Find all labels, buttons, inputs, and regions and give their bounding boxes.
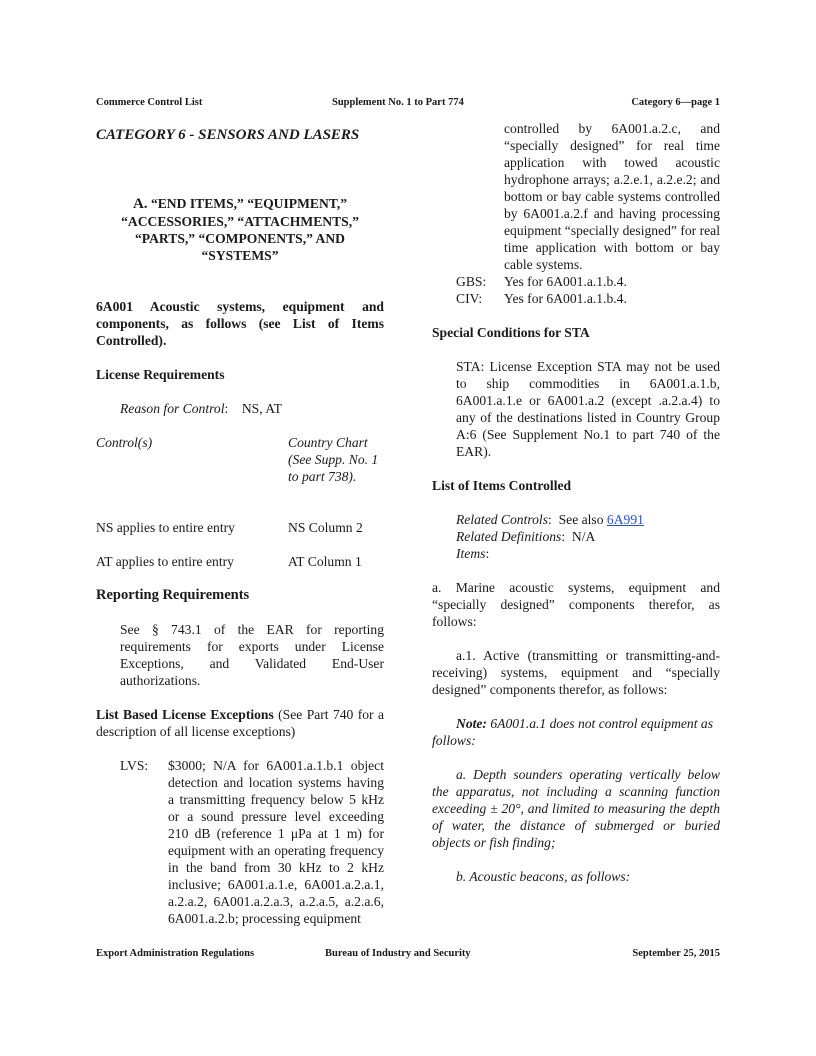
reporting-text: See § 743.1 of the EAR for reporting requirements for exports under License Exceptions, and Validated End-User authorizations. — [120, 622, 384, 688]
lvs-continued-text: controlled by 6A001.a.2.c, and “specially designed” for real time application with towed acoustic hydrophone arrays; a.2.e.1, a.2.e.2; and bottom or bay cable systems controlled by 6A001.a.2.f and having processing equipment “specially designed” for real time application with bottom or bay cable systems. — [504, 121, 720, 272]
footer-right: September 25, 2015 — [632, 948, 720, 959]
reason-value: NS, AT — [241, 401, 282, 416]
at-value: AT Column 1 — [288, 554, 362, 569]
left-column — [96, 120, 384, 927]
related-controls-label: Related Controls — [456, 512, 549, 527]
section-title — [96, 195, 384, 264]
lble-paragraph — [96, 706, 384, 740]
civ-value: Yes for 6A001.a.1.b.4. — [504, 291, 627, 306]
related-controls-link[interactable]: 6A991 — [606, 512, 644, 527]
controls-row — [96, 434, 384, 485]
item-a: a. Marine acoustic systems, equipment and “specially designed” components therefor, as follows: — [432, 580, 720, 629]
items: Items: — [456, 546, 490, 561]
lvs-label: LVS: — [120, 758, 149, 773]
lble-heading: List Based License Exceptions — [96, 707, 274, 722]
civ-label: CIV: — [456, 291, 483, 306]
related-definitions: Related Definitions: N/A — [456, 529, 596, 544]
gbs-label: GBS: — [456, 274, 487, 289]
at-label: AT applies to entire entry — [96, 554, 234, 569]
category-title: CATEGORY 6 - SENSORS AND LASERS — [96, 127, 360, 143]
header-right: Category 6—page 1 — [631, 97, 720, 108]
lble-note: (See Part 740 for a description of all license exceptions) — [96, 707, 384, 739]
related-controls: Related Controls: See also 6A991 — [456, 512, 644, 527]
sta-heading: Special Conditions for STA — [432, 325, 590, 340]
page-footer — [96, 948, 720, 962]
related-controls-prefix: See also — [558, 512, 607, 527]
at-row — [96, 553, 384, 570]
lvs-continued-row — [456, 120, 720, 273]
gbs-row — [456, 273, 720, 290]
ns-label: NS applies to entire entry — [96, 520, 235, 535]
lvs-row — [120, 757, 384, 927]
license-requirements-heading: License Requirements — [96, 367, 225, 382]
item-a1: a.1. Active (transmitting or transmitting-and-receiving) systems, equipment and “specially designed” components therefor, as follows: — [432, 648, 720, 697]
controls-label: Control(s) — [96, 435, 153, 450]
lvs-text: $3000; N/A for 6A001.a.1.b.1 object detection and location systems having a transmitting frequency below 5 kHz or a sound pressure level exceeding 210 dB (reference 1 μPa at 1 m) for equipment with an operating frequency in the band from 30 kHz to 2 kHz inclusive; 6A001.a.1.e, 6A001.a.2.a.1, a.2.a.2, 6A001.a.2.a.3, a.2.a.5, a.2.a.6, 6A001.a.2.b; processing equipment — [168, 758, 384, 926]
reason-for-control: Reason for Control: NS, AT — [120, 401, 282, 416]
country-chart-note: Country Chart (See Supp. No. 1 to part 738). — [288, 435, 379, 484]
section-title-text: “END ITEMS,” “EQUIPMENT,” “ACCESSORIES,” “ATTACHMENTS,” “PARTS,” “COMPONENTS,” AND “SYSTEMS” — [121, 196, 359, 263]
header-center: Supplement No. 1 to Part 774 — [332, 97, 464, 108]
footer-left: Export Administration Regulations — [96, 948, 255, 959]
related-defs-label: Related Definitions — [456, 529, 562, 544]
note-text: 6A001.a.1 does not control equipment as follows: — [432, 716, 713, 748]
note-paragraph — [432, 715, 720, 749]
sta-text: STA: License Exception STA may not be used to ship commodities in 6A001.a.1.b, 6A001.a.1.e or 6A001.a.2 (except .a.2.a.4) to any of the destinations listed in Country Group A:6 (See Supplement No.1 to part 740 of the EAR). — [456, 359, 720, 459]
gbs-value: Yes for 6A001.a.1.b.4. — [504, 274, 627, 289]
reporting-requirements-heading: Reporting Requirements — [96, 587, 250, 603]
section-letter: A. — [132, 196, 148, 212]
page-header — [96, 97, 720, 111]
list-of-items-heading: List of Items Controlled — [432, 478, 572, 493]
reason-label: Reason for Control — [120, 401, 225, 416]
note-label: Note: — [456, 716, 487, 731]
right-column — [432, 120, 720, 885]
entry-heading: 6A001 Acoustic systems, equipment and components, as follows (see List of Items Controlled). — [96, 299, 384, 348]
items-label: Items — [456, 546, 486, 561]
header-left: Commerce Control List — [96, 97, 203, 108]
note-b: b. Acoustic beacons, as follows: — [456, 869, 631, 884]
related-defs-value: N/A — [571, 529, 596, 544]
civ-row — [456, 290, 720, 307]
ns-value: NS Column 2 — [288, 520, 363, 535]
ns-row — [96, 519, 384, 536]
note-a: a. Depth sounders operating vertically below the apparatus, not including a scanning function exceeding ± 20°, and limited to measuring the depth of water, the distance of submerged or buried objects or fish finding; — [432, 767, 720, 850]
footer-center: Bureau of Industry and Security — [325, 948, 471, 959]
